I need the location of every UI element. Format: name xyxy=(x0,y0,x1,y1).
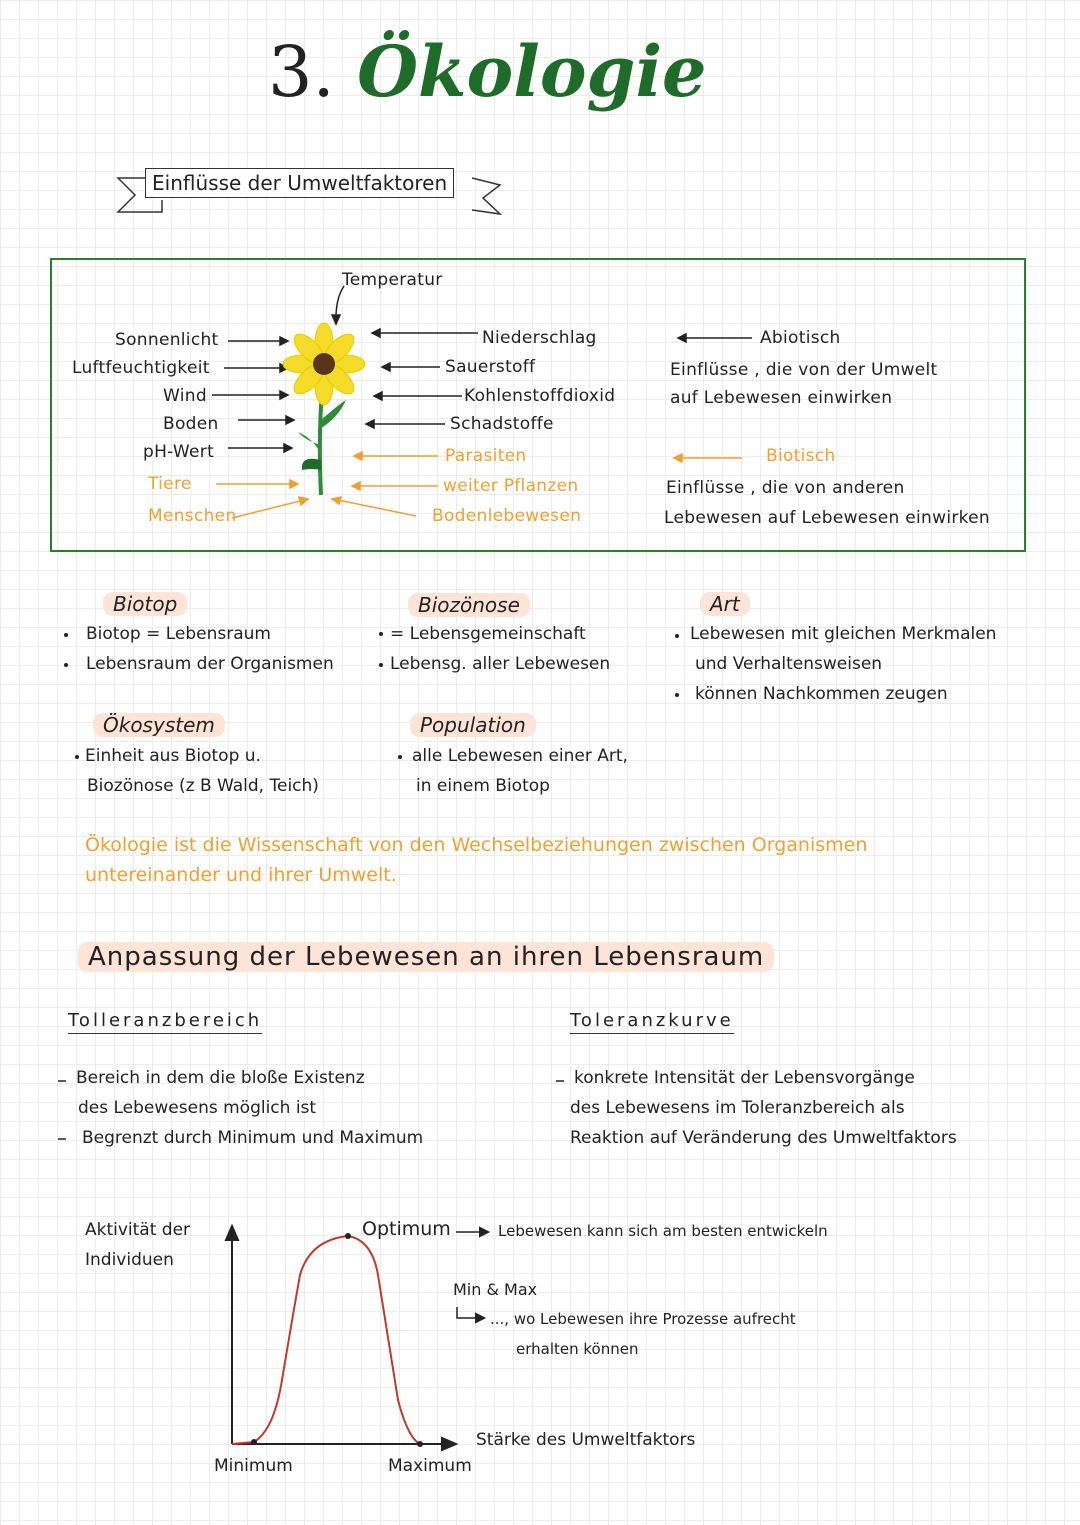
factor-humans: Menschen xyxy=(148,506,237,526)
factor-soil-organisms: Bodenlebewesen xyxy=(432,506,582,526)
oekosystem-bullet-1b: Biozönose (z B Wald, Teich) xyxy=(87,776,319,796)
toleranzbereich-line-1: Bereich in dem die bloße Existenz xyxy=(76,1068,365,1088)
toleranzkurve-line-1: konkrete Intensität der Lebensvorgänge xyxy=(574,1068,915,1088)
legend-abiotisch-line1: Einflüsse , die von der Umwelt xyxy=(670,360,938,380)
biozoenose-bullet-1: = Lebensgemeinschaft xyxy=(390,624,586,644)
factor-ph: pH-Wert xyxy=(143,442,215,462)
legend-biotisch-line1: Einflüsse , die von anderen xyxy=(666,478,905,498)
art-bullet-2: können Nachkommen zeugen xyxy=(695,684,948,704)
term-biotop: Biotop xyxy=(103,592,187,616)
graph-minmax-note-2: erhalten können xyxy=(516,1340,639,1358)
graph-minmax-label: Min & Max xyxy=(453,1280,538,1299)
toleranzbereich-line-2: des Lebewesens möglich ist xyxy=(78,1098,317,1118)
toleranzkurve-title: Toleranzkurve xyxy=(570,1010,734,1034)
graph-ylabel-1: Aktivität der xyxy=(85,1220,191,1240)
graph-minmax-note-1: ..., wo Lebewesen ihre Prozesse aufrecht xyxy=(490,1310,796,1328)
population-bullet-1b: in einem Biotop xyxy=(416,776,550,796)
population-bullet-1: alle Lebewesen einer Art, xyxy=(412,746,628,766)
graph-maximum-label: Maximum xyxy=(388,1456,472,1476)
banner-heading: Einflüsse der Umweltfaktoren xyxy=(145,168,454,198)
term-population: Population xyxy=(410,713,536,737)
art-bullet-1b: und Verhaltensweisen xyxy=(695,654,883,674)
definition-line-2: untereinander und ihrer Umwelt. xyxy=(85,864,397,886)
term-oekosystem: Ökosystem xyxy=(93,713,225,737)
factor-soil: Boden xyxy=(163,414,219,434)
factor-other-plants: weiter Pflanzen xyxy=(443,476,579,496)
factor-wind: Wind xyxy=(163,386,207,406)
section-heading: Anpassung der Lebewesen an ihren Lebensraum xyxy=(78,942,774,972)
graph-xlabel: Stärke des Umweltfaktors xyxy=(476,1430,696,1450)
definition-line-1: Ökologie ist die Wissenschaft von den Wechselbeziehungen zwischen Organismen xyxy=(85,834,868,856)
legend-abiotisch-label: Abiotisch xyxy=(760,328,841,348)
term-art: Art xyxy=(700,592,750,616)
toleranzkurve-line-3: Reaktion auf Veränderung des Umweltfaktors xyxy=(570,1128,957,1148)
biozoenose-bullet-2: Lebensg. aller Lebewesen xyxy=(390,654,611,674)
term-biozoenose: Biozönose xyxy=(408,593,530,617)
art-bullet-1: Lebewesen mit gleichen Merkmalen xyxy=(690,624,997,644)
factor-oxygen: Sauerstoff xyxy=(445,357,536,377)
oekosystem-bullet-1: Einheit aus Biotop u. xyxy=(85,746,261,766)
biotop-bullet-2: Lebensraum der Organismen xyxy=(86,654,334,674)
toleranzbereich-title: Tolleranzbereich xyxy=(68,1010,262,1034)
graph-optimum-note: Lebewesen kann sich am besten entwickeln xyxy=(498,1222,828,1240)
toleranzkurve-line-2: des Lebewesens im Toleranzbereich als xyxy=(570,1098,905,1118)
legend-biotisch-line2: Lebewesen auf Lebewesen einwirken xyxy=(664,508,991,528)
legend-biotisch-label: Biotisch xyxy=(766,446,836,466)
graph-minimum-label: Minimum xyxy=(214,1456,293,1476)
toleranzbereich-line-3: Begrenzt durch Minimum und Maximum xyxy=(82,1128,424,1148)
factor-pollutants: Schadstoffe xyxy=(450,414,554,434)
definition-oekologie xyxy=(85,830,965,890)
biotop-bullet-1: Biotop = Lebensraum xyxy=(86,624,271,644)
title-number: 3. xyxy=(268,31,335,113)
factor-co2: Kohlenstoffdioxid xyxy=(464,386,616,406)
factor-precipitation: Niederschlag xyxy=(482,328,597,348)
graph-ylabel-2: Individuen xyxy=(85,1250,174,1270)
factor-temperature: Temperatur xyxy=(342,270,443,290)
factor-parasites: Parasiten xyxy=(445,446,527,466)
graph-optimum-label: Optimum xyxy=(362,1218,451,1240)
factor-humidity: Luftfeuchtigkeit xyxy=(72,358,210,378)
legend-abiotisch-line2: auf Lebewesen einwirken xyxy=(670,388,893,408)
factor-animals: Tiere xyxy=(148,474,192,494)
factor-sunlight: Sonnenlicht xyxy=(115,330,219,350)
title-word: Ökologie xyxy=(357,30,707,113)
